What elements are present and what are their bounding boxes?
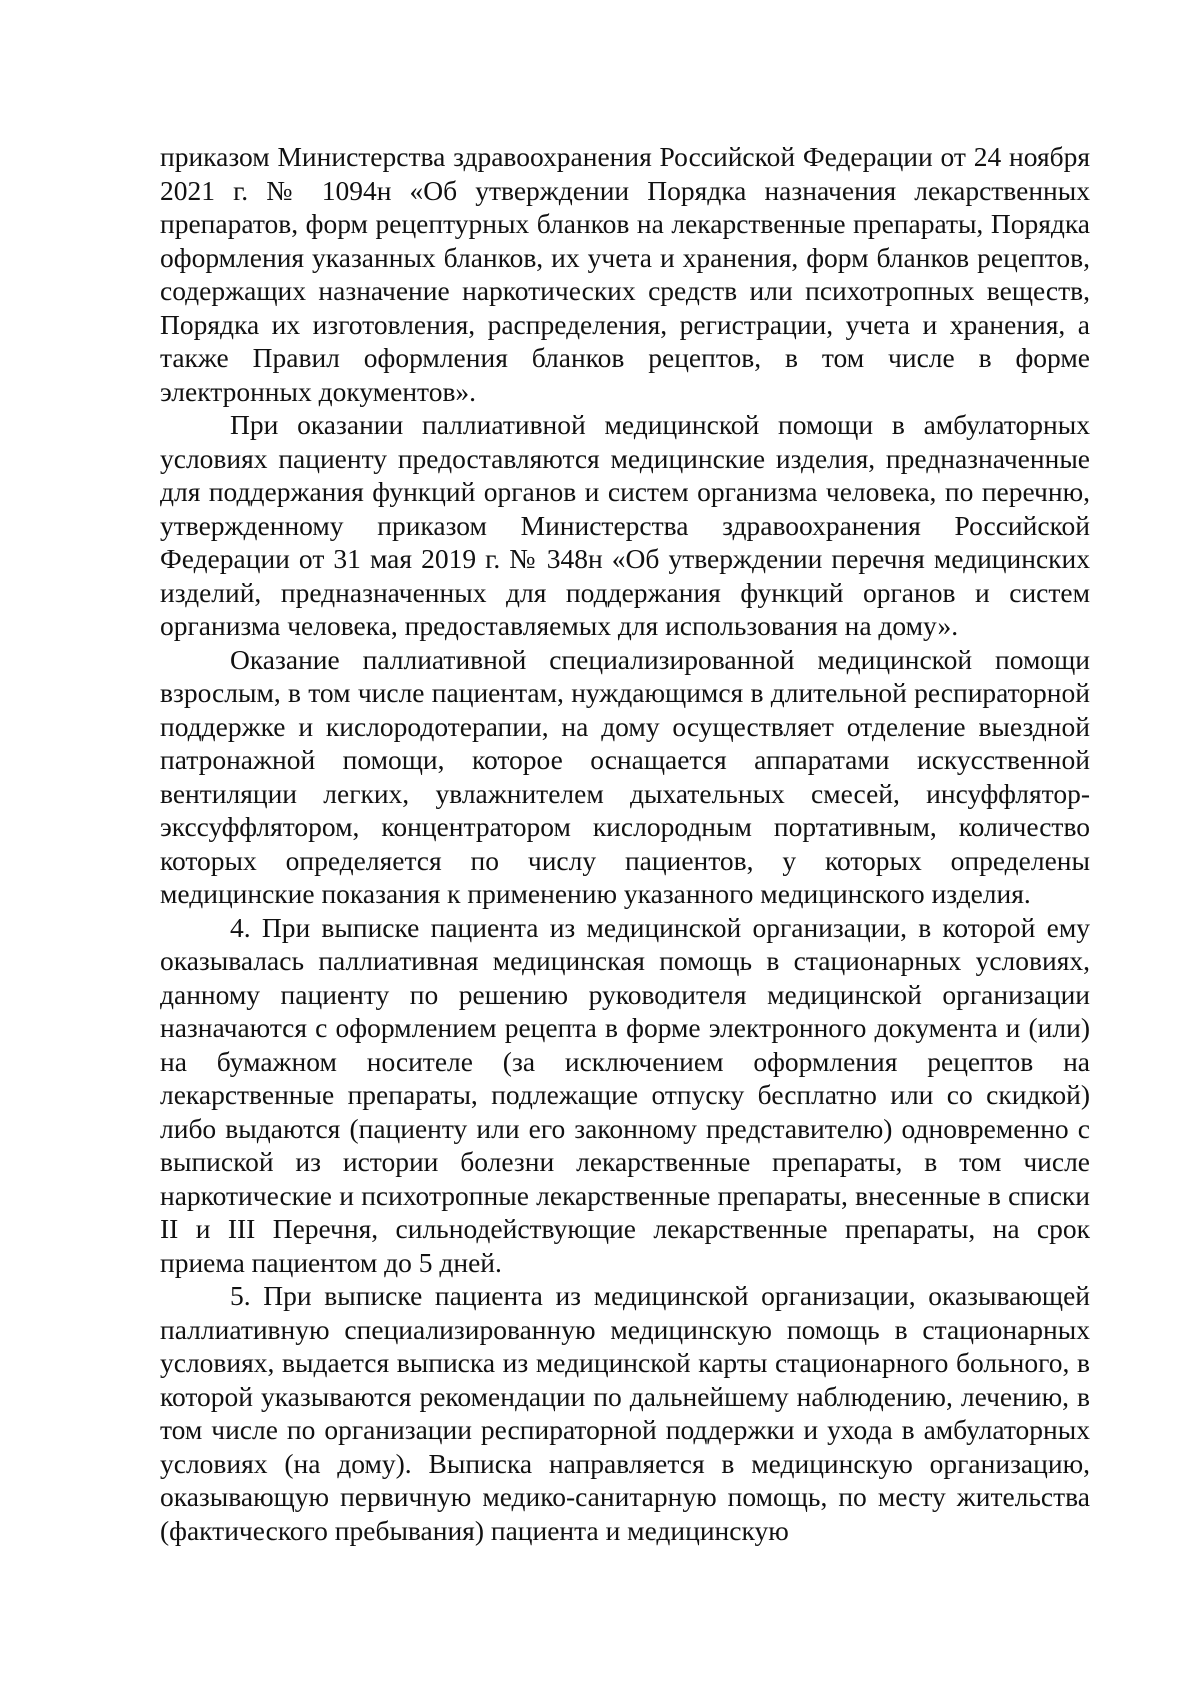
paragraph-order-reference: приказом Министерства здравоохранения Российской Федерации от 24 ноября 2021 г. № 1094н «Об утверждении Порядка назначения лекарственных препаратов, форм рецептурных бланков на лекарственные препараты, Порядка оформления указанных бланков, их учета и хранения, форм бланков рецептов, содержащих назначение наркотических средств или психотропных веществ, Порядка их изготовления, распределения, регистрации, учета и хранения, а также Правил оформления бланков рецептов, в том числе в форме электронных документов». — [160, 141, 1090, 407]
paragraph-medical-devices: При оказании паллиативной медицинской помощи в амбулаторных условиях пациенту предоставляются медицинские изделия, предназначенные для поддержания функций органов и систем организма человека, по перечню, утвержденному приказом Министерства здравоохранения Российской Федерации от 31 мая 2019 г. № 348н «Об утверждении перечня медицинских изделий, предназначенных для поддержания функций органов и систем организма человека, предоставляемых для использования на дому». — [160, 409, 1090, 641]
paragraph-item-5: 5. При выписке пациента из медицинской организации, оказывающей паллиативную специализированную медицинскую помощь в стационарных условиях, выдается выписка из медицинской карты стационарного больного, в которой указываются рекомендации по дальнейшему наблюдению, лечению, в том числе по организации респираторной поддержки и ухода в амбулаторных условиях (на дому). Выписка направляется в медицинскую организацию, оказывающую первичную медико-санитарную помощь, по месту жительства (фактического пребывания) пациента и медицинскую — [160, 1280, 1090, 1546]
document-body — [160, 140, 1090, 1547]
paragraph-item-4: 4. При выписке пациента из медицинской организации, в которой ему оказывалась паллиативная медицинская помощь в стационарных условиях, данному пациенту по решению руководителя медицинской организации назначаются с оформлением рецепта в форме электронного документа и (или) на бумажном носителе (за исключением оформления рецептов на лекарственные препараты, подлежащие отпуску бесплатно или со скидкой) либо выдаются (пациенту или его законному представителю) одновременно с выпиской из истории болезни лекарственные препараты, в том числе наркотические и психотропные лекарственные препараты, внесенные в списки II и III Перечня, сильнодействующие лекарственные препараты, на срок приема пациентом до 5 дней. — [160, 911, 1090, 1278]
paragraph-home-care-unit: Оказание паллиативной специализированной медицинской помощи взрослым, в том числе пациентам, нуждающимся в длительной респираторной поддержке и кислородотерапии, на дому осуществляет отделение выездной патронажной помощи, которое оснащается аппаратами искусственной вентиляции легких, увлажнителем дыхательных смесей, инсуффлятор-экссуффлятором, концентратором кислородным портативным, количество которых определяется по числу пациентов, у которых определены медицинские показания к применению указанного медицинского изделия. — [160, 643, 1090, 909]
